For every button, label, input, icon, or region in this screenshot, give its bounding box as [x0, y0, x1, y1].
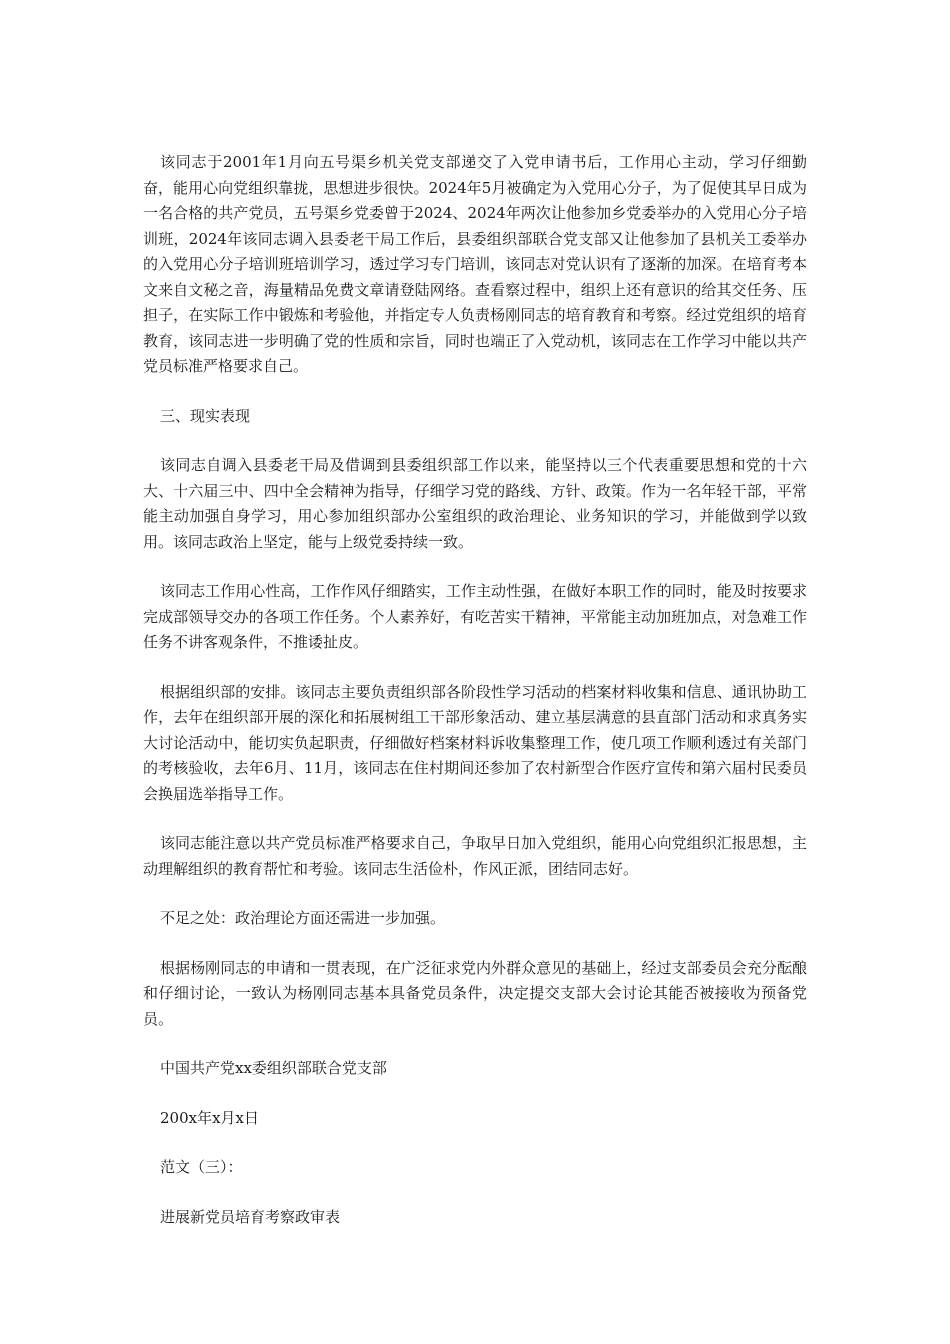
section-heading-current-performance: 三、现实表现	[160, 406, 251, 425]
paragraph-political-study: 该同志自调入县委老干局及借调到县委组织部工作以来，能坚持以三个代表重要思想和党的十六大、十六届三中、四中全会精神为指导，仔细学习党的路线、方针、政策。作为一名年轻干部，平常能主动加强自身学习，用心参加组织部办公室组织的政治理论、业务知识的学习，并能做到学以致用。该同志政治上坚定，能与上级党委持续一致。	[143, 456, 807, 551]
signature-date: 200x年x月x日	[160, 1108, 260, 1127]
sample-heading: 范文（三）：	[160, 1158, 243, 1176]
form-title: 进展新党员培育考察政审表	[160, 1207, 341, 1226]
paragraph-work-attitude: 该同志工作用心性高，工作作风仔细踏实，工作主动性强，在做好本职工作的同时，能及时按要求完成部领导交办的各项工作任务。个人素养好，有吃苦实干精神，平常能主动加班加点，对急难工作任务不讲客观条件，不推诿扯皮。	[143, 582, 807, 651]
document-body	[143, 150, 807, 1254]
paragraph-training-history: 该同志于2001年1月向五号渠乡机关党支部递交了入党申请书后，工作用心主动，学习仔细勤奋，能用心向党组织靠拢，思想进步很快。2024年5月被确定为入党用心分子，为了促使其早日成为一名合格的共产党员，五号渠乡党委曾于2024、2024年两次让他参加乡党委举办的入党用心分子培训班，2024年该同志调入县委老干局工作后，县委组织部联合党支部又让他参加了县机关工委举办的入党用心分子培训班培训学习，透过学习专门培训，该同志对党认识有了逐渐的加深。在培育考本文来自文秘之音，海量精品免费文章请登陆网络。查看察过程中，组织上还有意识的给其交任务、压担子，在实际工作中锻炼和考验他，并指定专人负责杨刚同志的培育教育和考察。经过党组织的培育教育，该同志进一步明确了党的性质和宗旨，同时也端正了入党动机，该同志在工作学习中能以共产党员标准严格要求自己。	[143, 153, 807, 375]
paragraph-shortcomings: 不足之处：政治理论方面还需进一步加强。	[160, 909, 446, 927]
paragraph-personal-conduct: 该同志能注意以共产党员标准严格要求自己，争取早日加入党组织，能用心向党组织汇报思想，主动理解组织的教育帮忙和考验。该同志生活俭朴，作风正派，团结同志好。	[143, 834, 807, 878]
paragraph-work-duties: 根据组织部的安排。该同志主要负责组织部各阶段性学习活动的档案材料收集和信息、通讯协助工作，去年在组织部开展的深化和拓展树组工干部形象活动、建立基层满意的县直部门活动和求真务实大讨论活动中，能切实负起职责，仔细做好档案材料诉收集整理工作，使几项工作顺利透过有关部门的考核验收，去年6月、11月，该同志在住村期间还参加了农村新型合作医疗宣传和第六届村民委员会换届选举指导工作。	[143, 682, 807, 803]
paragraph-conclusion: 根据杨刚同志的申请和一贯表现，在广泛征求党内外群众意见的基础上，经过支部委员会充分酝酿和仔细讨论，一致认为杨刚同志基本具备党员条件，决定提交支部大会讨论其能否被接收为预备党员。	[143, 958, 807, 1028]
signature-organization: 中国共产党xx委组织部联合党支部	[160, 1059, 387, 1077]
